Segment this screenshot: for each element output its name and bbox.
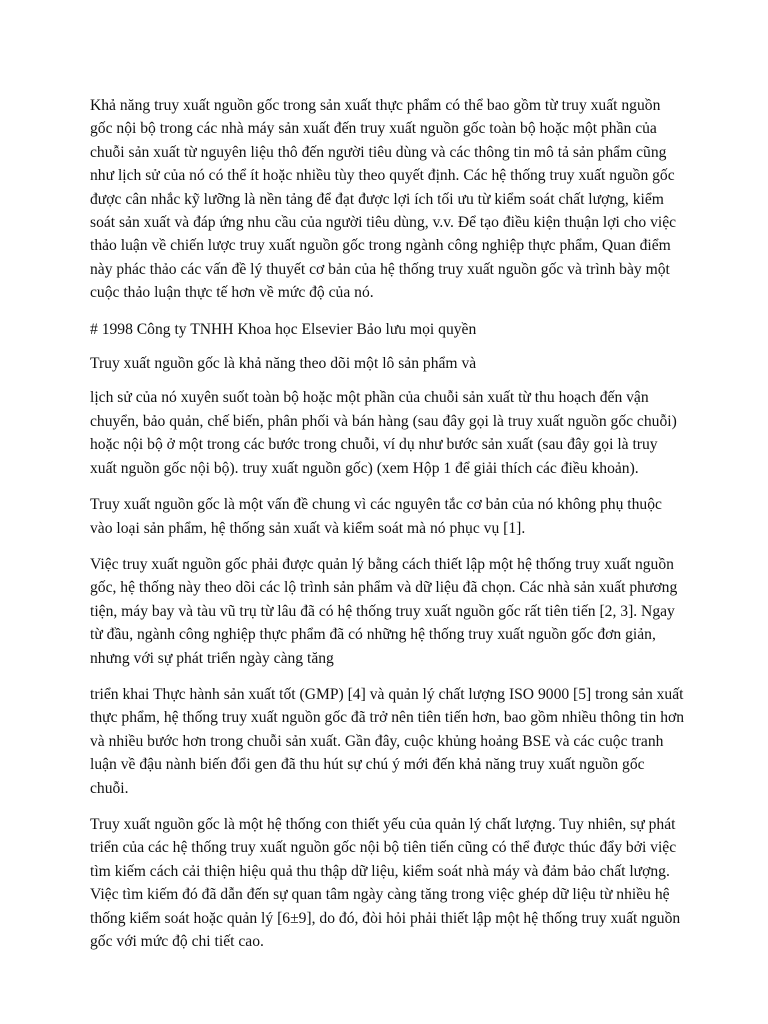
paragraph-copyright: # 1998 Công ty TNHH Khoa học Elsevier Bảo lưu mọi quyền xyxy=(90,320,477,338)
document-body xyxy=(90,94,686,966)
paragraph-gmp-iso: triển khai Thực hành sản xuất tốt (GMP) [4] và quản lý chất lượng ISO 9000 [5] trong sản xuất thực phẩm, hệ thống truy xuất nguồn gốc đã trở nên tiên tiến hơn, bao gồm nhiều thông tin hơn và nhiều bước hơn trong chuỗi sản xuất. Gần đây, cuộc khủng hoảng BSE và các cuộc tranh luận về đậu nành biến đổi gen đã thu hút sự chú ý mới đến khả năng truy xuất nguồn gốc chuỗi. xyxy=(90,685,685,797)
paragraph-definition-start: Truy xuất nguồn gốc là khả năng theo dõi một lô sản phẩm và xyxy=(90,355,477,373)
paragraph-management: Việc truy xuất nguồn gốc phải được quản lý bằng cách thiết lập một hệ thống truy xuất nguồn gốc, hệ thống này theo dõi các lộ trình sản phẩm và dữ liệu đã chọn. Các nhà sản xuất phương tiện, máy bay và tàu vũ trụ từ lâu đã có hệ thống truy xuất nguồn gốc rất tiên tiến [2, 3]. Ngay từ đầu, ngành công nghiệp thực phẩm đã có những hệ thống truy xuất nguồn gốc đơn giản, nhưng với sự phát triển ngày càng tăng xyxy=(90,555,678,667)
paragraph-generic-issue: Truy xuất nguồn gốc là một vấn đề chung vì các nguyên tắc cơ bản của nó không phụ thuộc vào loại sản phẩm, hệ thống sản xuất và kiểm soát mà nó phục vụ [1]. xyxy=(90,496,662,537)
paragraph-definition-continued: lịch sử của nó xuyên suốt toàn bộ hoặc một phần của chuỗi sản xuất từ thu hoạch đến vận chuyển, bảo quản, chế biến, phân phối và bán hàng (sau đây gọi là truy xuất nguồn gốc chuỗi) hoặc nội bộ ở một trong các bước trong chuỗi, ví dụ như bước sản xuất (sau đây gọi là truy xuất nguồn gốc nội bộ). truy xuất nguồn gốc) (xem Hộp 1 để giải thích các điều khoản). xyxy=(90,389,677,477)
paragraph-abstract: Khả năng truy xuất nguồn gốc trong sản xuất thực phẩm có thể bao gồm từ truy xuất nguồn gốc nội bộ trong các nhà máy sản xuất đến truy xuất nguồn gốc toàn bộ hoặc một phần của chuỗi sản xuất từ nguyên liệu thô đến người tiêu dùng và các thông tin mô tả sản phẩm cũng như lịch sử của nó có thể ít hoặc nhiều tùy theo quyết định. Các hệ thống truy xuất nguồn gốc được cân nhắc kỹ lưỡng là nền tảng để đạt được lợi ích tối ưu từ kiểm soát chất lượng, kiểm soát sản xuất và đáp ứng nhu cầu của người tiêu dùng, v.v. Để tạo điều kiện thuận lợi cho việc thảo luận về chiến lược truy xuất nguồn gốc trong ngành công nghiệp thực phẩm, Quan điểm này phác thảo các vấn đề lý thuyết cơ bản của hệ thống truy xuất nguồn gốc và trình bày một cuộc thảo luận thực tế hơn về mức độ của nó. xyxy=(90,97,677,302)
paragraph-quality-subsystem: Truy xuất nguồn gốc là một hệ thống con thiết yếu của quản lý chất lượng. Tuy nhiên, sự phát triển của các hệ thống truy xuất nguồn gốc nội bộ tiên tiến cũng có thể được thúc đẩy bởi việc tìm kiếm cách cải thiện hiệu quả thu thập dữ liệu, kiểm soát nhà máy và đảm bảo chất lượng. Việc tìm kiếm đó đã dẫn đến sự quan tâm ngày càng tăng trong việc ghép dữ liệu từ nhiều hệ thống kiểm soát hoặc quản lý [6±9], do đó, đòi hỏi phải thiết lập một hệ thống truy xuất nguồn gốc với mức độ chi tiết cao. xyxy=(90,815,681,950)
